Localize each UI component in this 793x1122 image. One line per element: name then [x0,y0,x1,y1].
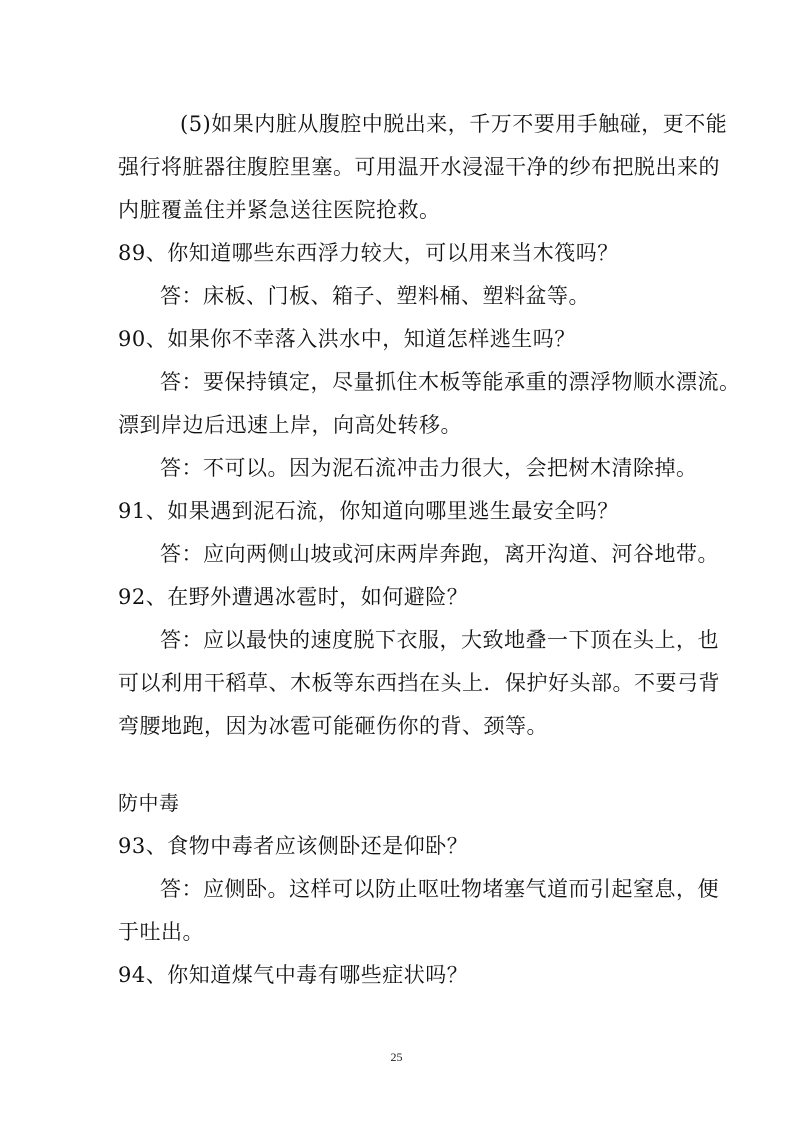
section-heading: 防中毒 [118,791,180,815]
question-90: 90、如果你不幸落入洪水中，知道怎样逃生吗？ [118,327,576,351]
answer-93: 答：应侧卧。这样可以防止呕吐物堵塞气道而引起窒息，便 [160,877,719,901]
page-number: 25 [390,1050,403,1064]
question-93: 93、食物中毒者应该侧卧还是仰卧？ [118,834,469,858]
answer-92: 答：应以最快的速度脱下衣服，大致地叠一下顶在头上，也 [160,628,719,652]
answer-90: 答：要保持镇定，尽量抓住木板等能承重的漂浮物顺水漂流。 [160,370,741,394]
text-line: 内脏覆盖住并紧急送往医院抢救。 [118,198,441,222]
answer-92-cont-2: 弯腰地跑，因为冰雹可能砸伤你的背、颈等。 [118,714,548,738]
answer-92-cont-1: 可以利用干稻草、木板等东西挡在头上．保护好头部。不要弓背 [118,671,720,695]
answer-89: 答：床板、门板、箱子、塑料桶、塑料盆等。 [160,284,590,308]
question-92: 92、在野外遭遇冰雹时，如何避险？ [118,585,469,609]
question-94: 94、你知道煤气中毒有哪些症状吗？ [118,963,469,987]
answer-90-cont: 漂到岸边后迅速上岸，向高处转移。 [118,413,462,437]
question-91: 91、如果遇到泥石流，你知道向哪里逃生最安全吗？ [118,499,619,523]
question-89: 89、你知道哪些东西浮力较大，可以用来当木筏吗？ [118,241,619,265]
text-line: (5)如果内脏从腹腔中脱出来，千万不要用手触碰，更不能 [180,112,728,136]
answer-extra: 答：不可以。因为泥石流冲击力很大，会把树木清除掉。 [160,456,698,480]
text-line: 强行将脏器往腹腔里塞。可用温开水浸湿干净的纱布把脱出来的 [118,155,720,179]
answer-93-cont: 于吐出。 [118,920,204,944]
answer-91: 答：应向两侧山坡或河床两岸奔跑，离开沟道、河谷地带。 [160,542,719,566]
